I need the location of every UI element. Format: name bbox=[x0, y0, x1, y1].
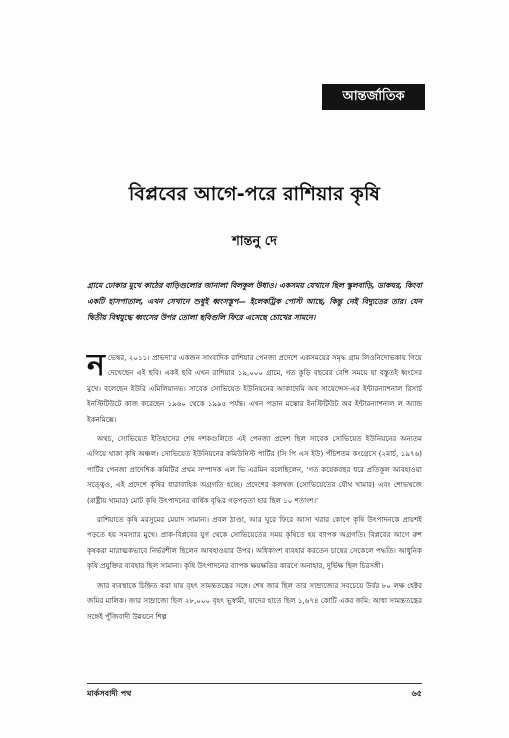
drop-cap: ন bbox=[87, 348, 105, 383]
body-paragraph: জার ব্যবস্থাকে চিহ্নিত করা যায় বৃহৎ সামন্ততন্ত্রের সঙ্গে। শেষ জার ছিল তার সাম্রাজ্যের সবচেয়ে উর্বর ৮০ লক্ষ হেক্টর জমির মালিক। জার সাম্রাজ্যে ছিল ২৮,০০০ বৃহৎ ভূস্বামী, যাদের হাতে ছিল ১,৬৭৪ কোটি একর জমি: আধা সামন্ততন্ত্রের সঙ্গেই পুঁজিবাদী উন্নয়নে শিল্প bbox=[87, 580, 422, 621]
footer-divider bbox=[87, 683, 422, 684]
body-paragraph: অথচ, সোভিয়েত ইতিহাসের শেষ দশকগুলিতে এই পেনজা প্রদেশ ছিল সাবেক সোভিয়েত ইউনিয়নের অন্যতম এগিয়ে থাকা কৃষি অঞ্চল। সোভিয়েত ইউনিয়নের কমিউনিস্ট পার্টির (সি পি এস ইউ) পঁচিশতম কংগ্রেসে (২মার্চ, ১৯৭৬) পার্টির পেনজা প্রাদেশিক কমিটির প্রথম সম্পাদক এল ভি এরমিন বলেছিলেন, ‘গত কয়েকবছর ধরে প্রতিকূল আবহাওয়া সত্ত্বেও, এই প্রদেশে কৃষির ধারাবাহিক অগ্রগতি হচ্ছে। প্রদেশের কলখজ (সোভিয়েতের যৌথ খামার) এবং শোভখজে (রাষ্ট্রীয় খামার) মোট কৃষি উৎপাদনের বার্ষিক বৃদ্ধির গড়পড়তা হার ছিল ১০ শতাংশ।’ bbox=[87, 434, 422, 505]
page-number: ৬৫ bbox=[411, 689, 422, 698]
article-author: শান্তনু দে bbox=[232, 234, 277, 249]
body-paragraph bbox=[87, 350, 422, 427]
journal-name: মার্কসবাদী পথ bbox=[87, 689, 132, 698]
section-tag-label: আন্তর্জাতিক bbox=[342, 88, 405, 104]
article-title: বিপ্লবের আগে-পরে রাশিয়ার কৃষি bbox=[128, 183, 381, 205]
body-paragraph: রাশিয়াতে কৃষি মরসুমের মেয়াদ সামান্য। প্রবল ঠাণ্ডা, আর ঘুরে ফিরে আসা খরার কোপে কৃষি উৎপাদনকে প্রায়শই পড়তে হয় সমস্যার মুখে। প্রাক-বিপ্লবের যুগ থেকে সোভিয়েতের সময় কৃষিতে হয় ব্যাপক অগ্রগতি। বিপ্লবের আগে রুশ কৃষকরা মারাত্মকভাবে নির্ভরশীল ছিলেন আবহাওয়ার উপর। অধিকাংশ ব্যবহার করতেন চাষের সেকেলে পদ্ধতি। আধুনিক কৃষি প্রযুক্তির ব্যবহার ছিল সামান্য। কৃষি উৎপাদনের ব্যাপক ক্ষয়ক্ষতির কারণে অনাহার, দুর্ভিক্ষ ছিল চিরসঙ্গী। bbox=[87, 515, 422, 571]
section-tag bbox=[322, 84, 425, 110]
article-abstract: গ্রামে ঢোকার মুখে কাঠের বাড়িগুলোর জানালা বিলকুল উধাও। একসময় যেখানে ছিল স্কুলবাড়ি, ডাকঘর, কিংবা একটি হাসপাতাল, এখন সেখানে শুধুই ধ্বংসস্তূপ— ইলেকট্রিক পোস্ট আছে, কিন্তু নেই বিদ্যুতের তার। যেন দ্বিতীয় বিশ্বযুদ্ধে ধ্বংসের উপর তোলা ছবিগুলি ফিরে এসেছে চোখের সামনে। bbox=[87, 281, 422, 322]
article-body bbox=[87, 350, 422, 628]
body-paragraph-text: ভেম্বর, ২০১১। প্রাভদা’র একজন সাংবাদিক রাশিয়ার পেনজা প্রদেশে একসময়ের সমৃদ্ধ গ্রাম লিওনিদোভকায় গিয়ে দেখেছেন এই ছবি। একই ছবি এখন রাশিয়ার ১৯,০০০ গ্রামে, গত কুড়ি বছরের বেশি সময়ে যা বস্তুতই ধ্বংসের মুখে। বলেছেন ইউরি এমিলিয়ানভ। সাবেক সোভিয়েত ইউনিয়নের আকাদেমি অব সায়েন্সেস-এর ইন্টারন্যাশনাল রিসার্চ ইনস্টিটিউটে কাজ করেছেন ১৯৬০ থেকে ১৯৯৫ পর্যন্ত। এখন পড়ান মস্কোর ইনস্টিটিউট অব ইন্টারন্যাশনাল ল অ্যান্ড ইকনমিক্সে। bbox=[87, 353, 422, 424]
